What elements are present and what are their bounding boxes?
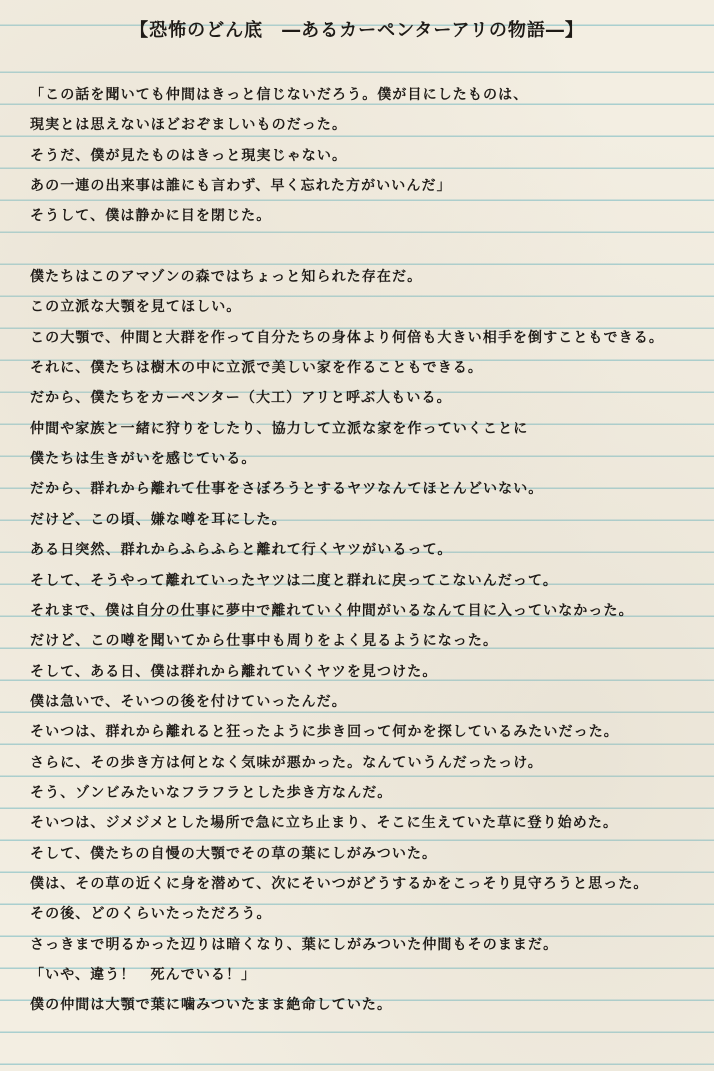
text-line: そして、ある日、僕は群れから離れていくヤツを見つけた。 bbox=[30, 663, 438, 680]
blank-line bbox=[30, 232, 710, 262]
text-line: だから、群れから離れて仕事をさぼろうとするヤツなんてほとんどいない。 bbox=[30, 481, 544, 498]
text-line: 「いや、違う！ 死んでいる！」 bbox=[30, 966, 257, 983]
text-line: この立派な大顎を見てほしい。 bbox=[30, 299, 242, 316]
text-line: この大顎で、仲間と大群を作って自分たちの身体より何倍も大きい相手を倒すこともできる。 bbox=[30, 329, 664, 346]
text-line: だけど、この噂を聞いてから仕事中も周りをよく見るようになった。 bbox=[30, 633, 499, 650]
text-line: そして、そうやって離れていったヤツは二度と群れに戻ってこないんだって。 bbox=[30, 572, 558, 589]
text-line: それまで、僕は自分の仕事に夢中で離れていく仲間がいるなんて目に入っていなかった。 bbox=[30, 602, 634, 619]
text-line: 僕は急いで、そいつの後を付けていったんだ。 bbox=[30, 693, 347, 710]
text-line: だから、僕たちをカーペンター（大工）アリと呼ぶ人もいる。 bbox=[30, 390, 452, 407]
text-line: 僕たちはこのアマゾンの森ではちょっと知られた存在だ。 bbox=[30, 269, 423, 286]
text-line: その後、どのくらいたっただろう。 bbox=[30, 906, 272, 923]
text-line: あの一連の出来事は誰にも言わず、早く忘れた方がいいんだ」 bbox=[30, 178, 452, 195]
text-line: それに、僕たちは樹木の中に立派で美しい家を作ることもできる。 bbox=[30, 360, 483, 377]
text-line: さらに、その歩き方は何となく気味が悪かった。なんていうんだったっけ。 bbox=[30, 754, 543, 771]
text-line: そうだ、僕が見たものはきっと現実じゃない。 bbox=[30, 147, 348, 164]
text-line: そいつは、群れから離れると狂ったように歩き回って何かを探しているみたいだった。 bbox=[30, 724, 619, 741]
text-line: そして、僕たちの自慢の大顎でその草の葉にしがみついた。 bbox=[30, 845, 438, 862]
text-line: ある日突然、群れからふらふらと離れて行くヤツがいるって。 bbox=[30, 542, 453, 559]
text-line: 僕の仲間は大顎で葉に噛みついたまま絶命していた。 bbox=[30, 997, 393, 1014]
text-line: 僕は、その草の近くに身を潜めて、次にそいつがどうするかをこっそり見守ろうと思った。 bbox=[30, 875, 649, 892]
story-text bbox=[30, 80, 710, 1021]
text-line: さっきまで明るかった辺りは暗くなり、葉にしがみついた仲間もそのままだ。 bbox=[30, 936, 559, 953]
text-line: そいつは、ジメジメとした場所で急に立ち止まり、そこに生えていた草に登り始めた。 bbox=[30, 815, 619, 832]
text-line: そう、ゾンビみたいなフラフラとした歩き方なんだ。 bbox=[30, 784, 393, 801]
text-line: 僕たちは生きがいを感じている。 bbox=[30, 451, 257, 468]
page-title: 【恐怖のどん底 ―あるカーペンターアリの物語―】 bbox=[130, 20, 584, 41]
text-line: 現実とは思えないほどおぞましいものだった。 bbox=[30, 117, 348, 134]
text-line: 「この話を聞いても仲間はきっと信じないだろう。僕が目にしたものは、 bbox=[30, 87, 529, 103]
text-line: 仲間や家族と一緒に狩りをしたり、協力して立派な家を作っていくことに bbox=[30, 420, 529, 437]
text-line: そうして、僕は静かに目を閉じた。 bbox=[30, 208, 272, 225]
text-line: だけど、この頃、嫌な噂を耳にした。 bbox=[30, 511, 287, 528]
